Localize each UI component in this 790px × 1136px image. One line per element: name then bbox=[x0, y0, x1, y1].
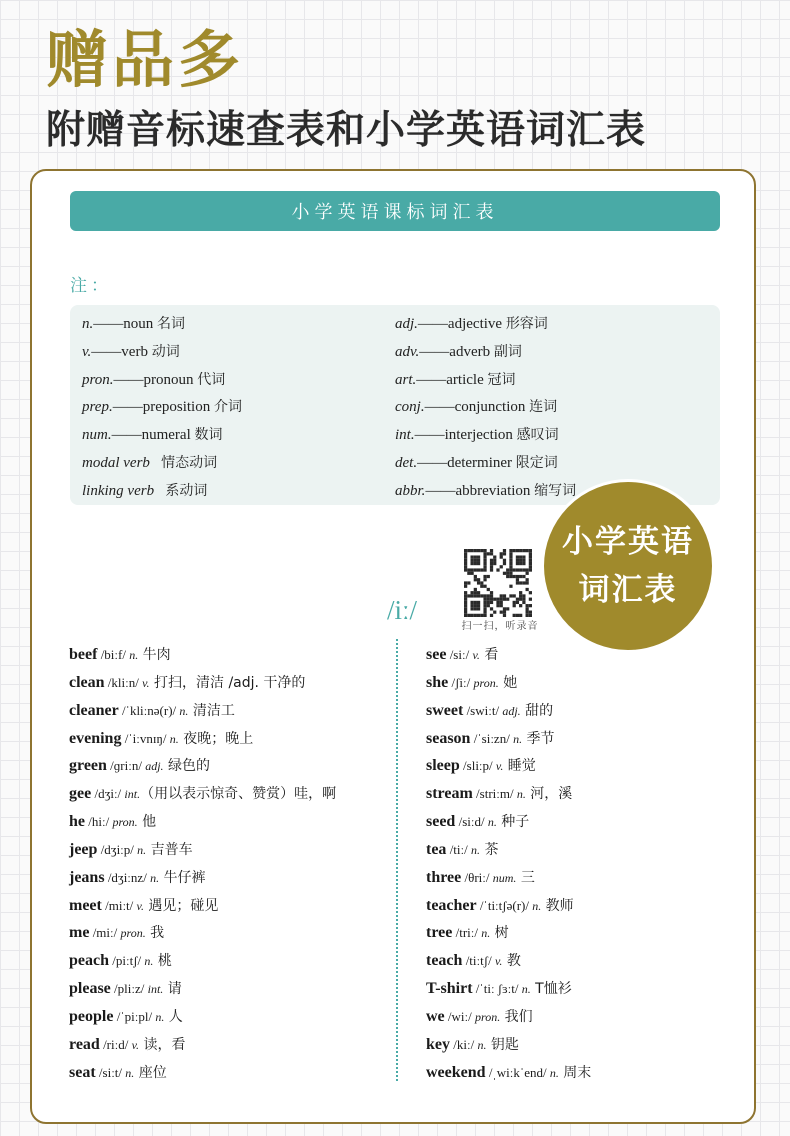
word: season bbox=[426, 729, 471, 747]
word-part-of-speech: v. bbox=[131, 1037, 140, 1052]
word-list-right bbox=[426, 641, 591, 1087]
word: weekend bbox=[426, 1063, 486, 1081]
abbreviation-entry bbox=[395, 422, 576, 450]
word-phonetic: /siː/ bbox=[446, 647, 473, 662]
word-entry bbox=[426, 975, 591, 1003]
word: T-shirt bbox=[426, 980, 473, 998]
abbreviation: linking verb bbox=[82, 482, 155, 499]
word-entry bbox=[426, 1003, 591, 1031]
word-part-of-speech: v. bbox=[472, 648, 480, 662]
word-entry bbox=[69, 1031, 336, 1059]
word-part-of-speech: pron. bbox=[473, 675, 499, 690]
word-part-of-speech: n. bbox=[155, 1009, 165, 1024]
abbreviation-full: ——preposition bbox=[112, 399, 214, 416]
word-part-of-speech: v. bbox=[142, 675, 150, 690]
abbreviation-entry bbox=[82, 339, 242, 367]
abbreviation: v. bbox=[82, 343, 92, 360]
word-meaning: 牛肉 bbox=[138, 647, 171, 663]
abbreviation-full: ——noun bbox=[93, 316, 157, 332]
abbreviation-chinese: 数词 bbox=[194, 427, 223, 444]
seal-line: 小学英语 bbox=[562, 524, 694, 560]
word-part-of-speech: pron. bbox=[475, 1009, 501, 1024]
word-part-of-speech: pron. bbox=[112, 815, 138, 830]
word-meaning: 河，溪 bbox=[525, 786, 573, 803]
word-part-of-speech: int. bbox=[147, 982, 164, 997]
word-entry bbox=[69, 1059, 336, 1087]
word: gee bbox=[69, 785, 92, 803]
abbreviation-full: ——numeral bbox=[111, 427, 195, 444]
word-entry bbox=[69, 697, 336, 725]
word-meaning: 绿色的 bbox=[163, 758, 210, 775]
word-part-of-speech: n. bbox=[481, 926, 491, 941]
abbreviation: num. bbox=[82, 427, 112, 444]
word-entry bbox=[69, 919, 336, 947]
word-phonetic: /ˌwiːkˈend/ bbox=[485, 1064, 550, 1080]
word: tree bbox=[426, 924, 453, 942]
abbreviation-chinese: 介词 bbox=[213, 399, 242, 416]
abbreviation-chinese: 冠词 bbox=[487, 371, 516, 388]
word: me bbox=[69, 924, 90, 942]
qr-code-icon bbox=[463, 549, 533, 617]
word-phonetic: /striːm/ bbox=[472, 786, 517, 802]
word-entry bbox=[426, 697, 591, 725]
note-label: 注： bbox=[70, 276, 112, 296]
word-meaning: 清洁工 bbox=[188, 702, 235, 719]
word: she bbox=[426, 673, 449, 691]
word-part-of-speech: n. bbox=[549, 1065, 559, 1080]
word-meaning: 他 bbox=[137, 814, 157, 831]
word-phonetic: /sliːp/ bbox=[459, 758, 496, 774]
word: jeep bbox=[69, 840, 98, 858]
abbreviation-chinese: 副词 bbox=[493, 343, 522, 360]
word-meaning: T恤衫 bbox=[530, 981, 572, 998]
word-part-of-speech: n. bbox=[169, 731, 179, 746]
abbreviation-full: ——pronoun bbox=[113, 371, 198, 388]
word-part-of-speech: n. bbox=[150, 870, 160, 885]
word-phonetic: /miːt/ bbox=[101, 897, 137, 913]
word-phonetic: /kliːn/ bbox=[104, 674, 143, 690]
abbreviation: adv. bbox=[395, 343, 420, 360]
word-entry bbox=[426, 1031, 591, 1059]
abbreviation-entry bbox=[82, 311, 242, 339]
phonetic-heading: /iː/ bbox=[386, 595, 417, 625]
abbreviation-chinese: 形容词 bbox=[505, 316, 548, 332]
word: teach bbox=[426, 952, 463, 970]
abbreviation-entry bbox=[395, 367, 576, 395]
word-entry bbox=[69, 892, 336, 920]
word: teacher bbox=[426, 896, 477, 914]
abbreviation-chinese: 感叹词 bbox=[516, 427, 559, 444]
word-phonetic: /dʒiːp/ bbox=[97, 841, 138, 857]
abbreviation: abbr. bbox=[395, 482, 426, 499]
word-part-of-speech: num. bbox=[492, 870, 517, 885]
word-phonetic: /miː/ bbox=[89, 925, 121, 941]
word-meaning: 打扫，清洁 /adj. 干净的 bbox=[149, 674, 306, 691]
word-phonetic: /kiː/ bbox=[450, 1036, 478, 1052]
word: evening bbox=[69, 729, 122, 747]
seal-line: 词汇表 bbox=[578, 572, 678, 608]
word-phonetic: /hiː/ bbox=[85, 814, 113, 830]
word: read bbox=[69, 1035, 100, 1053]
abbreviation-full: ——adverb bbox=[419, 343, 494, 360]
word-phonetic: /pliːz/ bbox=[110, 981, 148, 997]
word-meaning: 甜的 bbox=[520, 702, 554, 719]
word-meaning: 茶 bbox=[480, 841, 499, 858]
word-phonetic: /wiː/ bbox=[444, 1008, 475, 1024]
word-part-of-speech: n. bbox=[471, 842, 480, 857]
word-meaning: 我 bbox=[145, 925, 165, 942]
word-entry bbox=[426, 947, 591, 975]
word-phonetic: /ˈiːvnɪŋ/ bbox=[121, 730, 170, 746]
word-part-of-speech: n. bbox=[487, 815, 497, 830]
word-part-of-speech: adj. bbox=[502, 703, 521, 718]
word-part-of-speech: pron. bbox=[120, 926, 146, 941]
word-meaning: 种子 bbox=[496, 814, 530, 831]
word-entry bbox=[69, 752, 336, 780]
word-entry bbox=[69, 1003, 336, 1031]
abbreviation-chinese: 缩写词 bbox=[534, 482, 577, 499]
abbreviation: conj. bbox=[395, 399, 425, 416]
abbreviation-entry bbox=[82, 478, 242, 506]
abbreviation-entry bbox=[395, 478, 576, 506]
word-part-of-speech: n. bbox=[532, 898, 542, 913]
word-phonetic: /ˈtiː ʃɜːt/ bbox=[472, 981, 522, 997]
word-entry bbox=[426, 752, 591, 780]
word-entry bbox=[69, 947, 336, 975]
word: sweet bbox=[426, 701, 464, 719]
word-list-left bbox=[69, 641, 336, 1087]
word-meaning: 周末 bbox=[558, 1064, 592, 1081]
abbreviation-full: ——abbreviation bbox=[425, 482, 535, 499]
abbreviation: det. bbox=[395, 454, 418, 471]
hero-title: 赠品多 bbox=[46, 23, 245, 96]
abbreviation-entry bbox=[82, 394, 242, 422]
card-banner: 小学英语课标词汇表 bbox=[70, 191, 720, 231]
word-part-of-speech: v. bbox=[136, 898, 144, 913]
word-phonetic: /triː/ bbox=[452, 925, 482, 941]
word-part-of-speech: int. bbox=[124, 787, 141, 802]
word: meet bbox=[69, 896, 102, 914]
word: see bbox=[426, 646, 447, 663]
word-part-of-speech: n. bbox=[179, 703, 189, 718]
abbreviation-chinese: 连词 bbox=[529, 399, 558, 416]
word-part-of-speech: n. bbox=[477, 1037, 487, 1052]
abbreviation: n. bbox=[82, 316, 94, 332]
abbreviation-legend bbox=[70, 305, 720, 505]
word-meaning: 看 bbox=[479, 647, 499, 663]
word: jeans bbox=[69, 868, 105, 886]
word-entry bbox=[426, 836, 591, 864]
word-part-of-speech: n. bbox=[129, 648, 139, 662]
word-entry bbox=[426, 1059, 591, 1087]
abbreviation: adj. bbox=[395, 316, 418, 332]
word-phonetic: /tiːtʃ/ bbox=[462, 953, 495, 969]
word-entry bbox=[426, 892, 591, 920]
abbreviation-chinese: 代词 bbox=[197, 371, 226, 388]
abbreviation-chinese: 名词 bbox=[157, 316, 185, 332]
word-part-of-speech: n. bbox=[516, 787, 526, 802]
word-entry bbox=[426, 725, 591, 753]
word-entry bbox=[69, 641, 336, 669]
word: seat bbox=[69, 1063, 96, 1081]
word-phonetic: /siːt/ bbox=[95, 1064, 126, 1080]
word-meaning: 她 bbox=[498, 674, 518, 691]
word-part-of-speech: adj. bbox=[145, 759, 164, 774]
word-meaning: 人 bbox=[164, 1008, 183, 1025]
word-part-of-speech: v. bbox=[494, 954, 503, 969]
word-entry bbox=[426, 864, 591, 892]
abbreviation-chinese: 系动词 bbox=[165, 482, 208, 499]
word-meaning: 教 bbox=[502, 953, 521, 970]
word-meaning: 睡觉 bbox=[503, 758, 536, 775]
word: tea bbox=[426, 840, 447, 858]
abbreviation: modal verb bbox=[82, 454, 150, 471]
hero-subtitle: 附赠音标速查表和小学英语词汇表 bbox=[46, 108, 647, 153]
qr-caption: 扫一扫，听录音 bbox=[461, 621, 539, 632]
word-meaning: 树 bbox=[490, 925, 509, 942]
abbreviation-entry bbox=[395, 394, 576, 422]
word-entry bbox=[426, 808, 591, 836]
word: clean bbox=[69, 673, 105, 691]
word-phonetic: /θriː/ bbox=[461, 869, 493, 885]
abbreviation-chinese: 动词 bbox=[151, 343, 180, 360]
abbreviation-column-left bbox=[82, 311, 242, 506]
word-part-of-speech: n. bbox=[144, 954, 154, 969]
word: we bbox=[426, 1007, 445, 1025]
word: he bbox=[69, 813, 85, 831]
abbreviation-full: ——article bbox=[416, 371, 488, 388]
column-divider bbox=[396, 639, 398, 1081]
word-phonetic: /ˈkliːnə(r)/ bbox=[118, 702, 180, 718]
word-phonetic: /ɡriːn/ bbox=[106, 758, 146, 774]
abbreviation-chinese: 情态动词 bbox=[161, 454, 218, 471]
word-meaning: 牛仔裤 bbox=[159, 869, 206, 886]
word-phonetic: /siːd/ bbox=[455, 814, 488, 830]
abbreviation-full: ——determiner bbox=[417, 454, 516, 471]
abbreviation-entry bbox=[82, 422, 242, 450]
word: beef bbox=[69, 646, 98, 663]
word-meaning: 我们 bbox=[500, 1008, 533, 1025]
abbreviation-full: ——verb bbox=[91, 343, 152, 360]
word: people bbox=[69, 1007, 114, 1025]
abbreviation-full bbox=[154, 483, 165, 499]
word-part-of-speech: n. bbox=[125, 1065, 135, 1080]
word-phonetic: /riːd/ bbox=[99, 1036, 132, 1052]
word: stream bbox=[426, 785, 473, 803]
word-part-of-speech: n. bbox=[137, 842, 147, 857]
word-meaning: 读，看 bbox=[139, 1036, 186, 1053]
word-phonetic: /dʒiː/ bbox=[91, 786, 125, 802]
word-meaning: 夜晚；晚上 bbox=[178, 730, 254, 747]
abbreviation-full: ——conjunction bbox=[424, 399, 530, 416]
word-part-of-speech: v. bbox=[495, 759, 504, 774]
word-phonetic: /ˈpiːpl/ bbox=[113, 1008, 156, 1024]
word-entry bbox=[69, 808, 336, 836]
word-meaning: 桃 bbox=[153, 953, 172, 970]
word: seed bbox=[426, 813, 456, 831]
word-meaning: 教师 bbox=[541, 897, 574, 914]
word-entry bbox=[69, 669, 336, 697]
word-meaning: 钥匙 bbox=[486, 1036, 519, 1053]
word-meaning: 遇见；碰见 bbox=[143, 897, 219, 914]
word-entry bbox=[69, 975, 336, 1003]
abbreviation-column-right bbox=[395, 311, 576, 506]
word-entry bbox=[69, 864, 336, 892]
abbreviation-entry bbox=[395, 450, 576, 478]
word-part-of-speech: n. bbox=[521, 982, 531, 997]
word-phonetic: /ˈtiːtʃə(r)/ bbox=[476, 897, 533, 913]
word: cleaner bbox=[69, 701, 119, 719]
word-part-of-speech: n. bbox=[513, 731, 523, 746]
word-meaning: 座位 bbox=[134, 1064, 167, 1081]
abbreviation-full: ——interjection bbox=[414, 427, 517, 444]
word-phonetic: /swiːt/ bbox=[463, 702, 503, 718]
abbreviation: prep. bbox=[82, 399, 113, 416]
word-phonetic: /ʃiː/ bbox=[448, 674, 474, 690]
vocabulary-seal bbox=[541, 479, 715, 653]
abbreviation-full: ——adjective bbox=[417, 316, 506, 332]
word-meaning: 吉普车 bbox=[146, 841, 193, 858]
word-entry bbox=[69, 780, 336, 808]
word: three bbox=[426, 868, 462, 886]
word-meaning: （用以表示惊奇、赞赏）哇，啊 bbox=[140, 786, 337, 803]
word-meaning: 季节 bbox=[522, 730, 555, 747]
abbreviation-entry bbox=[82, 367, 242, 395]
word: green bbox=[69, 757, 107, 775]
abbreviation-chinese: 限定词 bbox=[515, 454, 558, 471]
word-phonetic: /dʒiːnz/ bbox=[104, 869, 151, 885]
word-phonetic: /tiː/ bbox=[446, 841, 471, 857]
abbreviation-entry bbox=[395, 311, 576, 339]
word-entry bbox=[426, 780, 591, 808]
word-meaning: 三 bbox=[516, 869, 535, 886]
abbreviation: art. bbox=[395, 371, 417, 388]
abbreviation-entry bbox=[82, 450, 242, 478]
word-entry bbox=[426, 641, 591, 669]
word-entry bbox=[69, 725, 336, 753]
abbreviation: int. bbox=[395, 427, 415, 444]
abbreviation-entry bbox=[395, 339, 576, 367]
abbreviation: pron. bbox=[82, 371, 114, 388]
word-phonetic: /piːtʃ/ bbox=[109, 953, 145, 969]
abbreviation-full bbox=[150, 455, 161, 471]
word-entry bbox=[426, 919, 591, 947]
word: please bbox=[69, 980, 111, 998]
vocabulary-card bbox=[30, 169, 756, 1124]
word: peach bbox=[69, 952, 109, 970]
word-phonetic: /biːf/ bbox=[97, 647, 130, 662]
word-entry bbox=[426, 669, 591, 697]
word-phonetic: /ˈsiːzn/ bbox=[470, 730, 514, 746]
word-entry bbox=[69, 836, 336, 864]
word: sleep bbox=[426, 757, 460, 775]
word: key bbox=[426, 1035, 450, 1053]
qr-code[interactable] bbox=[463, 549, 533, 617]
word-meaning: 请 bbox=[163, 981, 182, 998]
